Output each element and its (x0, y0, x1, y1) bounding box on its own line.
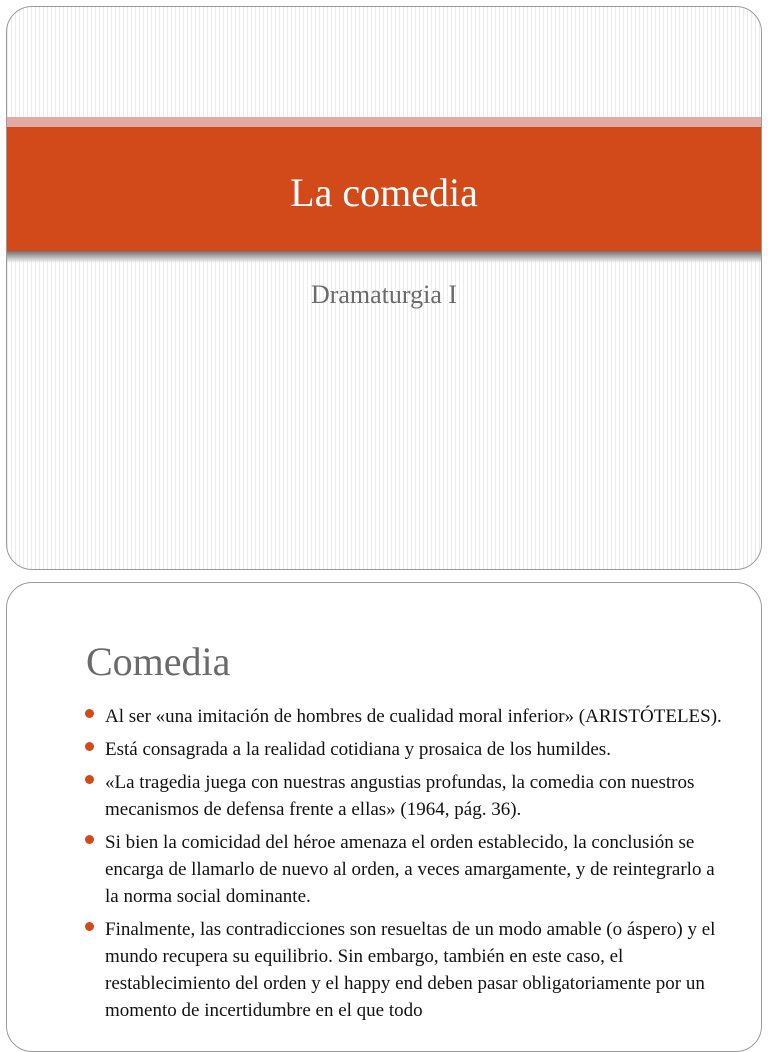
slide-1[interactable] (6, 6, 762, 570)
title-band-shadow (7, 251, 761, 263)
bullet-item (85, 736, 725, 763)
bullet-list (85, 703, 725, 1030)
bullet-text: Finalmente, las contradicciones son resueltas de un modo amable (o áspero) y el mundo recupera su equilibrio. Sin embargo, también en este caso, el restablecimiento del orden y el happy end deben pasar obligatoriamente por un momento de incertidumbre en el que todo (105, 919, 716, 1021)
slide-2[interactable] (6, 582, 762, 1052)
bullet-item (85, 829, 725, 910)
bullet-text: «La tragedia juega con nuestras angustias profundas, la comedia con nuestros mecanismos de defensa frente a ellas» (1964, pág. 36). (105, 772, 695, 820)
bullet-dot-icon (85, 835, 94, 844)
bullet-dot-icon (85, 709, 94, 718)
bullet-text: Al ser «una imitación de hombres de cualidad moral inferior» (ARISTÓTELES). (105, 706, 722, 727)
bullet-dot-icon (85, 775, 94, 784)
bullet-item (85, 703, 725, 730)
bullet-item (85, 769, 725, 823)
slide-subtitle: Dramaturgia I (310, 280, 458, 309)
slide-heading: Comedia (86, 639, 231, 684)
slide-title: La comedia (290, 170, 478, 215)
bullet-text: Está consagrada a la realidad cotidiana y prosaica de los humildes. (105, 739, 611, 760)
bullet-item (85, 916, 725, 1024)
bullet-dot-icon (85, 922, 94, 931)
bullet-text: Si bien la comicidad del héroe amenaza el orden establecido, la conclusión se encarga de llamarlo de nuevo al orden, a veces amargamente, y de reintegrarlo a la norma social dominante. (105, 832, 715, 907)
title-band-highlight (7, 117, 761, 127)
bullet-dot-icon (85, 742, 94, 751)
